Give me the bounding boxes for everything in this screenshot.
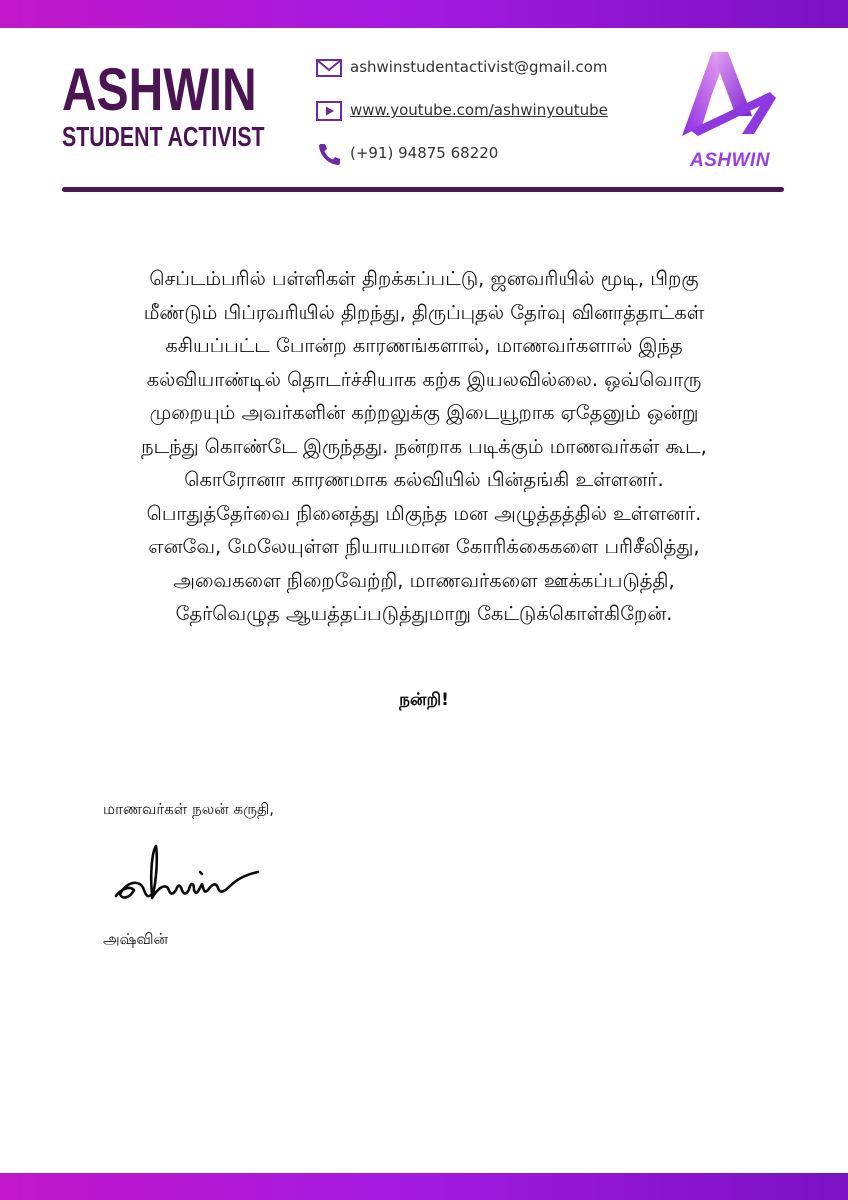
logo-mark — [672, 46, 788, 150]
closing-line: மாணவர்கள் நலன் கருதி, — [103, 800, 275, 818]
body-line: முறையும் அவர்களின் கற்றலுக்கு இடையூறாக ஏதேனும் ஒன்று — [149, 401, 699, 424]
body-line: நடந்து கொண்டே இருந்தது. நன்றாக படிக்கும் மாணவர்கள் கூட, — [141, 434, 707, 458]
letter-body — [60, 262, 788, 631]
body-line: பொதுத்தேர்வை நினைத்து மிகுந்த மன அழுத்தத்தில் உள்ளனர். — [146, 501, 702, 525]
signature — [112, 838, 262, 908]
youtube-icon — [315, 99, 343, 123]
ashwin-logo — [672, 46, 788, 176]
brand-subtitle: STUDENT ACTIVIST — [62, 121, 265, 152]
phone-number: (+91) 94875 68220 — [350, 144, 499, 162]
body-line: மீண்டும் பிப்ரவரியில் திறந்து, திருப்புதல் தேர்வு வினாத்தாட்கள் — [143, 300, 705, 324]
body-line: அவைகளை நிறைவேற்றி, மாணவர்களை ஊக்கப்படுத்தி, — [173, 568, 675, 592]
logo-text: ASHWIN — [689, 150, 771, 171]
email-link[interactable]: ashwinstudentactivist@gmail.com — [350, 58, 608, 76]
thanks-line: நன்றி! — [399, 690, 449, 710]
body-line: கொரோனா காரணமாக கல்வியில் பின்தங்கி உள்ளனர். — [184, 468, 664, 491]
top-accent-band — [0, 0, 848, 28]
youtube-link[interactable]: www.youtube.com/ashwinyoutube — [350, 101, 608, 119]
body-line: தேர்வெழுத ஆயத்தப்படுத்துமாறு கேட்டுக்கொள்கிறேன். — [175, 602, 673, 625]
mail-icon — [315, 56, 343, 80]
body-line: கல்வியாண்டில் தொடர்ச்சியாக கற்க இயலவில்லை. ஒவ்வொரு — [146, 367, 702, 391]
body-line: எனவே, மேலேயுள்ள நியாயமான கோரிக்கைகளை பரிசீலித்து, — [148, 535, 700, 558]
brand-block — [62, 56, 329, 152]
phone-icon — [315, 142, 343, 166]
body-line: செப்டம்பரில் பள்ளிகள் திறக்கப்பட்டு, ஜனவரியில் மூடி, பிறகு — [149, 267, 699, 290]
brand-name: ASHWIN — [62, 56, 257, 123]
signer-name: அஷ்வின் — [103, 930, 169, 948]
bottom-accent-band — [0, 1173, 848, 1200]
body-line: கசியப்பட்ட போன்ற காரணங்களால், மாணவர்களால் இந்த — [165, 334, 683, 357]
header-divider — [62, 187, 784, 192]
